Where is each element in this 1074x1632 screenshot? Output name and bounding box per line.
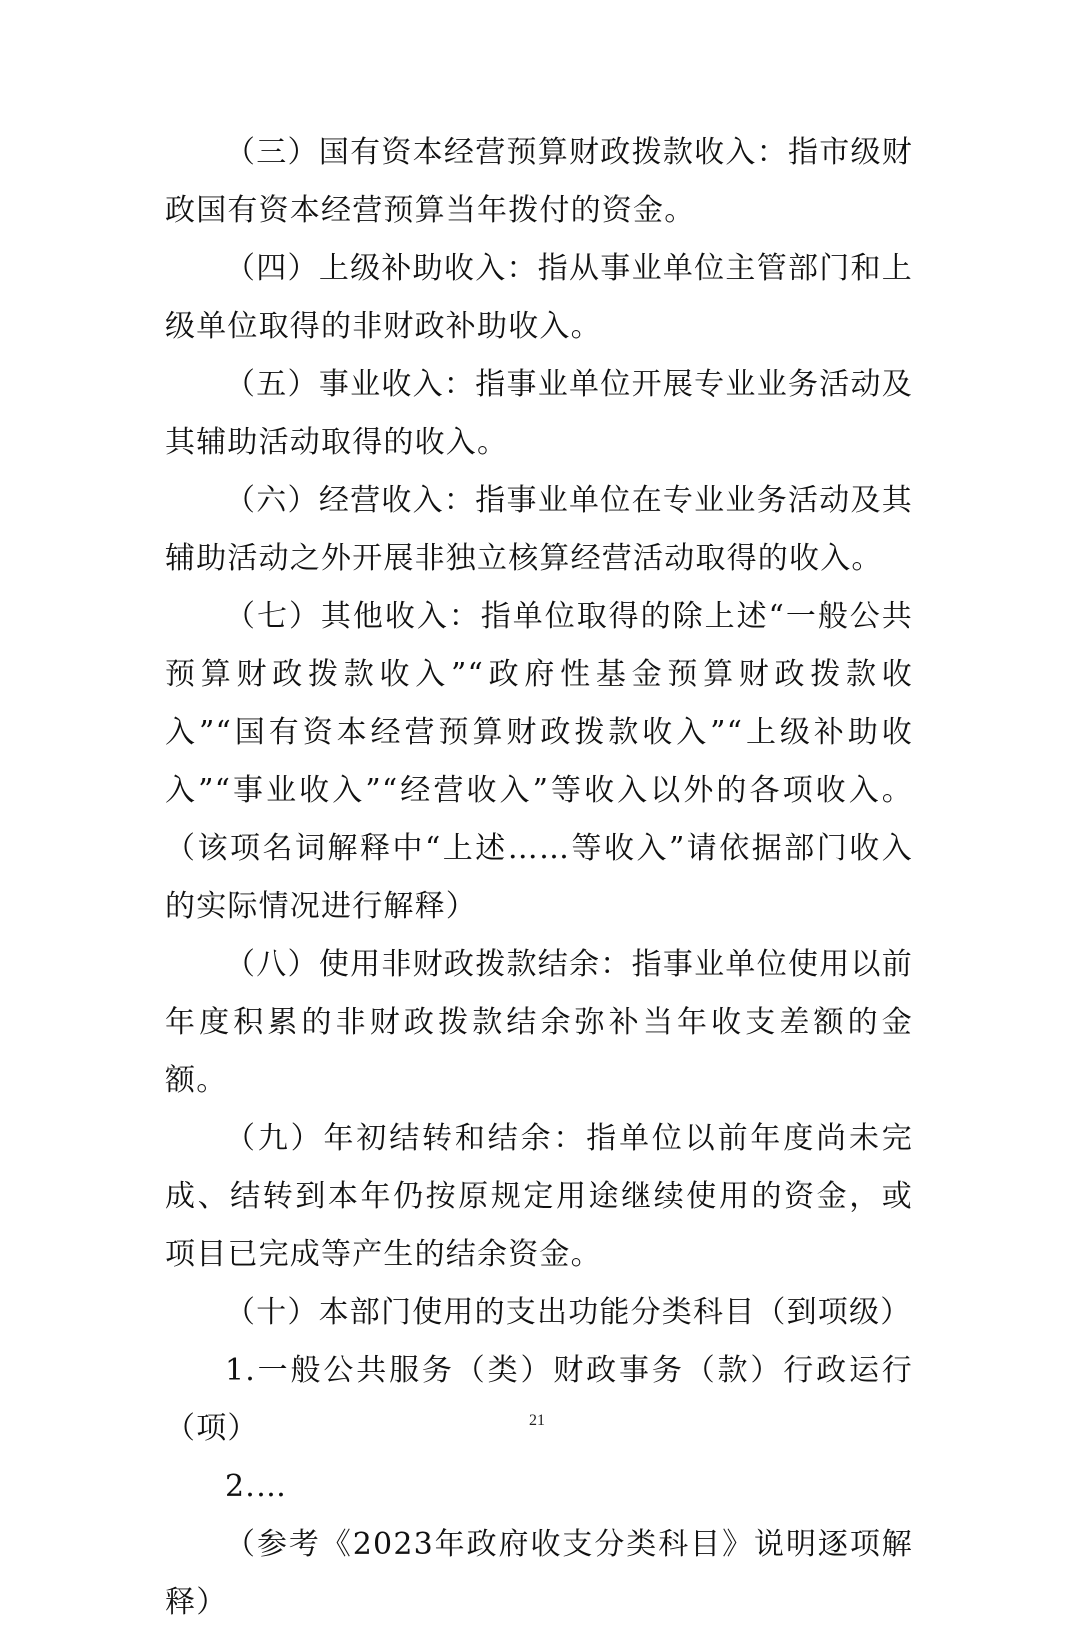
paragraph-superior-subsidy-revenue: （四）上级补助收入：指从事业单位主管部门和上级单位取得的非财政补助收入。 [165, 251, 913, 344]
paragraph-non-fiscal-surplus: （八）使用非财政拨款结余：指事业单位使用以前年度积累的非财政拨款结余弥补当年收支差额的金额。 [165, 947, 913, 1098]
paragraph-state-capital-revenue: （三）国有资本经营预算财政拨款收入：指市级财政国有资本经营预算当年拨付的资金。 [165, 135, 913, 228]
list-item-subject-2: 2.… [225, 1469, 288, 1504]
document-body [165, 124, 913, 1632]
page-number: 21 [529, 1412, 545, 1429]
paragraph-business-revenue: （五）事业收入：指事业单位开展专业业务活动及其辅助活动取得的收入。 [165, 367, 913, 460]
paragraph-reference-note: （参考《2023年政府收支分类科目》说明逐项解释） [165, 1527, 913, 1620]
paragraph-operating-revenue: （六）经营收入：指事业单位在专业业务活动及其辅助活动之外开展非独立核算经营活动取得的收入。 [165, 483, 913, 576]
paragraph-other-revenue: （七）其他收入：指单位取得的除上述“一般公共预算财政拨款收入”“政府性基金预算财政拨款收入”“国有资本经营预算财政拨款收入”“上级补助收入”“事业收入”“经营收入”等收入以外的各项收入。（该项名词解释中“上述……等收入”请依据部门收入的实际情况进行解释） [165, 599, 913, 924]
list-item-subject-1: 1.一般公共服务（类）财政事务（款）行政运行（项） [165, 1353, 913, 1446]
paragraph-expenditure-subjects: （十）本部门使用的支出功能分类科目（到项级） [225, 1295, 912, 1330]
paragraph-carryover-balance: （九）年初结转和结余：指单位以前年度尚未完成、结转到本年仍按原规定用途继续使用的资金，或项目已完成等产生的结余资金。 [165, 1121, 913, 1272]
